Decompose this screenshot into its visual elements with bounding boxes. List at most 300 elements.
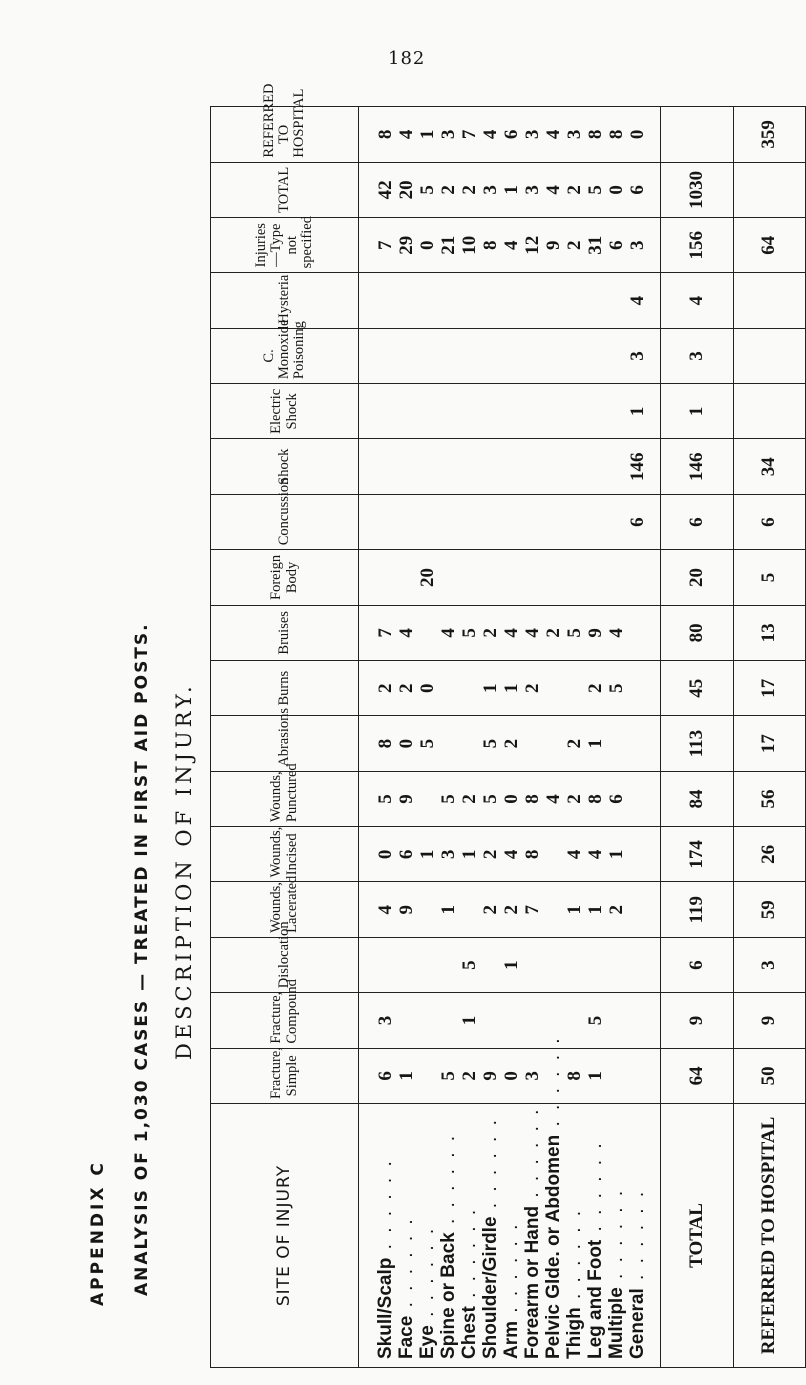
- table-cell: 6: [375, 1071, 396, 1081]
- table-cell: 3: [480, 185, 501, 195]
- table-cell: 5: [375, 794, 396, 804]
- table-cell: [585, 442, 606, 492]
- total-cell: 9: [661, 993, 733, 1048]
- column-header-wounds-incised: Wounds, Incised: [211, 827, 359, 882]
- table-cell: 4: [438, 628, 459, 638]
- column-header-foreign-body: Foreign Body: [211, 550, 359, 605]
- table-cell: [522, 718, 543, 768]
- table-cell: [627, 663, 648, 713]
- table-cell: 4: [543, 794, 564, 804]
- referred-cell: 9: [733, 993, 806, 1048]
- table-cell: [501, 275, 522, 325]
- table-cell: [522, 940, 543, 990]
- table-cell: [543, 386, 564, 436]
- table-cell: [564, 331, 585, 381]
- table-cell: 3: [627, 351, 648, 361]
- table-cell: [627, 718, 648, 768]
- table-cell: 4: [501, 240, 522, 250]
- column-values-compound-fracture: [359, 993, 661, 1048]
- column-header-concussion: Concussion: [211, 494, 359, 549]
- column-values-shock: [359, 439, 661, 494]
- total-cell: 6: [661, 937, 733, 992]
- table-cell: 8: [522, 849, 543, 860]
- column-values-wounds-incised: [359, 827, 661, 882]
- referred-cell: 5: [733, 550, 806, 605]
- table-cell: 8: [585, 129, 606, 140]
- table-cell: [396, 275, 417, 325]
- site-name: Spine or Back: [438, 1232, 459, 1359]
- table-cell: 1: [396, 1071, 417, 1081]
- site-name: Thigh: [564, 1307, 585, 1359]
- referred-cell: 17: [733, 716, 806, 771]
- table-cell: 8: [606, 129, 627, 140]
- table-cell: 5: [480, 794, 501, 804]
- total-cell: 45: [661, 661, 733, 716]
- table-cell: 2: [480, 628, 501, 638]
- referred-cell: 56: [733, 771, 806, 826]
- table-cell: [375, 275, 396, 325]
- column-header-compound-fracture: Fracture, Compound: [211, 993, 359, 1048]
- injury-table-wrapper: [210, 83, 806, 1368]
- table-cell: 4: [606, 628, 627, 638]
- table-cell: 2: [564, 738, 585, 749]
- column-values-total: [359, 162, 661, 217]
- table-cell: [438, 386, 459, 436]
- table-cell: 0: [417, 240, 438, 250]
- table-cell: [606, 995, 627, 1045]
- referred-label: REFERRED TO HOSPITAL: [733, 1104, 806, 1368]
- site-of-injury-header: SITE OF INJURY: [211, 1104, 359, 1368]
- site-label: Shoulder/Girdle . . . . . .: [480, 1117, 501, 1359]
- table-cell: [522, 386, 543, 436]
- table-cell: [459, 331, 480, 381]
- table-cell: [543, 885, 564, 935]
- table-cell: 2: [522, 683, 543, 693]
- table-cell: 3: [522, 1071, 543, 1081]
- table-cell: [438, 275, 459, 325]
- table-cell: 4: [396, 129, 417, 140]
- table-cell: [564, 940, 585, 990]
- table-cell: 2: [375, 683, 396, 693]
- site-name: Pelvic Glde. or Abdomen: [543, 1134, 564, 1359]
- table-cell: [417, 774, 438, 824]
- referred-cell: 13: [733, 605, 806, 660]
- table-cell: [438, 940, 459, 990]
- table-cell: 6: [501, 129, 522, 140]
- table-cell: [501, 995, 522, 1045]
- table-cell: [564, 663, 585, 713]
- page-number: 182: [388, 48, 426, 69]
- table-cell: [480, 552, 501, 602]
- table-cell: 5: [438, 794, 459, 804]
- table-cell: [480, 940, 501, 990]
- table-cell: 0: [417, 683, 438, 693]
- table-cell: [606, 940, 627, 990]
- table-cell: [585, 940, 606, 990]
- table-cell: [501, 386, 522, 436]
- table-cell: 7: [522, 904, 543, 915]
- column-values-co-poisoning: [359, 328, 661, 383]
- site-label: Eye . . . . . .: [417, 1225, 438, 1359]
- table-cell: 4: [375, 904, 396, 915]
- table-cell: [627, 940, 648, 990]
- table-cell: [459, 386, 480, 436]
- table-cell: [627, 829, 648, 879]
- table-cell: 6: [627, 185, 648, 195]
- table-cell: [606, 1051, 627, 1101]
- table-cell: 29: [396, 235, 417, 255]
- table-cell: [480, 442, 501, 492]
- table-cell: [627, 885, 648, 935]
- table-cell: [480, 331, 501, 381]
- table-cell: [522, 331, 543, 381]
- site-label: Arm . . . . . .: [501, 1221, 522, 1359]
- table-cell: 0: [501, 1071, 522, 1081]
- column-values-hysteria: [359, 273, 661, 328]
- column-values-wounds-lacerated: [359, 882, 661, 937]
- table-cell: [459, 552, 480, 602]
- table-cell: 5: [459, 960, 480, 970]
- table-cell: 6: [606, 240, 627, 250]
- column-values-wounds-punctured: [359, 771, 661, 826]
- table-cell: 12: [522, 235, 543, 255]
- table-cell: [459, 663, 480, 713]
- total-cell: 174: [661, 827, 733, 882]
- table-cell: 3: [564, 129, 585, 140]
- column-header-simple-fracture: Fracture, Simple: [211, 1048, 359, 1103]
- site-name: Face: [396, 1315, 417, 1359]
- appendix-tag: APPENDIX C: [88, 1160, 108, 1306]
- table-cell: [543, 331, 564, 381]
- totals-row: [661, 107, 733, 1368]
- table-cell: 3: [522, 129, 543, 140]
- total-cell: 1030: [661, 162, 733, 217]
- site-name: Forearm or Hand: [522, 1205, 543, 1359]
- table-cell: 2: [480, 904, 501, 915]
- total-cell: 119: [661, 882, 733, 937]
- referred-cell: 359: [733, 107, 806, 163]
- table-cell: 42: [375, 180, 396, 200]
- table-cell: [417, 995, 438, 1045]
- table-cell: 1: [627, 406, 648, 417]
- table-cell: [564, 497, 585, 547]
- table-cell: 7: [375, 240, 396, 250]
- referred-cell: [733, 162, 806, 217]
- table-cell: [627, 774, 648, 824]
- table-cell: 2: [501, 738, 522, 749]
- table-cell: [543, 829, 564, 879]
- site-label: Leg and Foot . . . . . .: [585, 1140, 606, 1359]
- referred-cell: 3: [733, 937, 806, 992]
- table-cell: 2: [564, 185, 585, 195]
- table-cell: 1: [501, 683, 522, 693]
- column-values-dislocation: [359, 937, 661, 992]
- table-cell: [543, 718, 564, 768]
- table-cell: 5: [606, 683, 627, 693]
- table-cell: 10: [459, 235, 480, 255]
- table-cell: 146: [627, 452, 648, 481]
- table-cell: [417, 940, 438, 990]
- table-cell: [543, 940, 564, 990]
- table-cell: [522, 995, 543, 1045]
- column-values-referred: [359, 107, 661, 163]
- table-cell: 6: [396, 849, 417, 860]
- total-cell: 64: [661, 1048, 733, 1103]
- site-labels-cell: [359, 1035, 661, 1368]
- totals-label: TOTAL: [661, 1104, 733, 1368]
- table-cell: 5: [564, 628, 585, 638]
- column-header-referred: REFERRED TO HOSPITAL: [211, 107, 359, 163]
- table-cell: 6: [606, 794, 627, 804]
- column-header-abrasions: Abrasions: [211, 716, 359, 771]
- table-cell: 5: [585, 185, 606, 195]
- table-cell: 2: [501, 904, 522, 915]
- referred-row: [733, 107, 806, 1368]
- column-values-foreign-body: [359, 550, 661, 605]
- table-cell: [438, 552, 459, 602]
- table-cell: [480, 995, 501, 1045]
- table-cell: [627, 552, 648, 602]
- column-values-simple-fracture: [359, 1048, 661, 1103]
- table-cell: [396, 331, 417, 381]
- table-cell: 4: [501, 628, 522, 638]
- table-cell: 9: [543, 240, 564, 250]
- injury-table: [210, 83, 806, 1368]
- table-cell: 2: [438, 185, 459, 195]
- table-cell: [417, 442, 438, 492]
- table-cell: 2: [564, 794, 585, 804]
- table-cell: [438, 995, 459, 1045]
- referred-cell: 64: [733, 218, 806, 273]
- table-cell: 4: [480, 129, 501, 140]
- column-header-wounds-punctured: Wounds, Punctured: [211, 771, 359, 826]
- table-cell: [396, 940, 417, 990]
- table-cell: 4: [522, 628, 543, 638]
- table-cell: [480, 275, 501, 325]
- table-cell: [606, 331, 627, 381]
- table-cell: 1: [585, 904, 606, 915]
- referred-cell: [733, 273, 806, 328]
- table-cell: [585, 275, 606, 325]
- table-cell: 5: [585, 1015, 606, 1026]
- table-cell: [396, 442, 417, 492]
- page-heading: ANALYSIS OF 1,030 CASES — TREATED IN FIRST AID POSTS.: [132, 622, 152, 1296]
- site-label: Forearm or Hand . . . . . .: [522, 1106, 543, 1359]
- site-data-row: [359, 107, 661, 1368]
- site-label: Chest . . . . . .: [459, 1206, 480, 1359]
- site-label: Multiple . . . . . .: [606, 1187, 627, 1359]
- table-cell: [396, 386, 417, 436]
- table-cell: 2: [564, 240, 585, 250]
- table-cell: 0: [375, 849, 396, 860]
- total-cell: 84: [661, 771, 733, 826]
- table-cell: 9: [396, 904, 417, 915]
- table-cell: 21: [438, 235, 459, 255]
- table-cell: [438, 663, 459, 713]
- site-label: General . . . . . .: [627, 1188, 648, 1359]
- table-cell: [606, 497, 627, 547]
- table-cell: 0: [627, 129, 648, 140]
- table-cell: 4: [564, 849, 585, 860]
- total-cell: 146: [661, 439, 733, 494]
- table-cell: [501, 552, 522, 602]
- table-cell: [375, 442, 396, 492]
- table-cell: 1: [606, 849, 627, 860]
- table-cell: 3: [438, 849, 459, 860]
- table-cell: [564, 442, 585, 492]
- referred-cell: 34: [733, 439, 806, 494]
- table-cell: 1: [480, 683, 501, 693]
- table-cell: 1: [459, 1015, 480, 1026]
- column-values-concussion: [359, 494, 661, 549]
- table-cell: [627, 608, 648, 658]
- table-cell: [564, 275, 585, 325]
- column-values-injuries-not-specified: [359, 218, 661, 273]
- table-cell: 8: [522, 794, 543, 804]
- referred-cell: [733, 384, 806, 439]
- table-cell: 1: [438, 904, 459, 915]
- table-cell: 2: [585, 683, 606, 693]
- table-cell: 5: [417, 185, 438, 195]
- column-values-abrasions: [359, 716, 661, 771]
- table-cell: [396, 552, 417, 602]
- table-cell: [543, 275, 564, 325]
- table-cell: 9: [585, 628, 606, 638]
- table-cell: [522, 497, 543, 547]
- column-header-co-poisoning: C. Monoxide Poisoning: [211, 328, 359, 383]
- table-cell: [417, 275, 438, 325]
- column-header-total: TOTAL: [211, 162, 359, 217]
- total-cell: 113: [661, 716, 733, 771]
- table-cell: [543, 663, 564, 713]
- table-cell: 1: [417, 849, 438, 860]
- column-header-electric-shock: Electric Shock: [211, 384, 359, 439]
- total-cell: 80: [661, 605, 733, 660]
- page-subheading: DESCRIPTION OF INJURY.: [172, 682, 196, 1060]
- table-cell: 2: [480, 849, 501, 860]
- site-label: Skull/Scalp . . . . . .: [375, 1158, 396, 1359]
- column-header-bruises: Bruises: [211, 605, 359, 660]
- table-cell: 20: [417, 567, 438, 587]
- site-name: Skull/Scalp: [375, 1257, 396, 1359]
- table-cell: [417, 1051, 438, 1101]
- table-cell: 1: [459, 849, 480, 860]
- table-cell: 2: [606, 904, 627, 915]
- table-cell: [417, 386, 438, 436]
- table-cell: 8: [585, 794, 606, 804]
- column-header-burns: Burns: [211, 661, 359, 716]
- table-cell: [459, 718, 480, 768]
- site-label: Pelvic Glde. or Abdomen . . . . . .: [543, 1035, 564, 1359]
- table-cell: 0: [606, 185, 627, 195]
- table-cell: 31: [585, 235, 606, 255]
- table-cell: 20: [396, 180, 417, 200]
- table-cell: [606, 552, 627, 602]
- table-cell: 2: [459, 185, 480, 195]
- referred-cell: 17: [733, 661, 806, 716]
- column-header-wounds-lacerated: Wounds, Lacerated: [211, 882, 359, 937]
- table-cell: 2: [459, 1071, 480, 1081]
- table-cell: 4: [627, 295, 648, 306]
- site-name: Shoulder/Girdle: [480, 1216, 501, 1359]
- table-cell: [522, 442, 543, 492]
- table-cell: [375, 331, 396, 381]
- table-cell: 3: [627, 240, 648, 250]
- table-cell: [522, 552, 543, 602]
- table-cell: 4: [585, 849, 606, 860]
- site-label: Face . . . . . .: [396, 1216, 417, 1359]
- table-cell: 1: [501, 185, 522, 195]
- table-cell: 9: [396, 794, 417, 804]
- table-cell: [396, 497, 417, 547]
- site-name: Multiple: [606, 1287, 627, 1359]
- table-cell: [417, 497, 438, 547]
- table-cell: [564, 552, 585, 602]
- table-cell: [585, 386, 606, 436]
- table-cell: 8: [375, 738, 396, 749]
- site-name: Chest: [459, 1306, 480, 1359]
- site-label: Thigh . . . . . .: [564, 1207, 585, 1359]
- table-cell: [438, 497, 459, 547]
- table-cell: 7: [375, 628, 396, 638]
- table-cell: [375, 940, 396, 990]
- table-cell: [606, 442, 627, 492]
- table-cell: 3: [375, 1015, 396, 1026]
- total-cell: 4: [661, 273, 733, 328]
- table-cell: [501, 442, 522, 492]
- table-cell: [585, 331, 606, 381]
- table-cell: [564, 995, 585, 1045]
- column-values-burns: [359, 661, 661, 716]
- table-cell: [480, 386, 501, 436]
- column-values-bruises: [359, 605, 661, 660]
- table-cell: 8: [480, 240, 501, 250]
- column-header-shock: Shock: [211, 439, 359, 494]
- table-cell: [417, 885, 438, 935]
- column-header-injuries-not-specified: Injuries—Type not specified: [211, 218, 359, 273]
- table-cell: [585, 552, 606, 602]
- table-cell: 2: [396, 683, 417, 693]
- referred-cell: 59: [733, 882, 806, 937]
- total-cell: 20: [661, 550, 733, 605]
- table-cell: [396, 995, 417, 1045]
- total-cell: 3: [661, 328, 733, 383]
- table-cell: [375, 497, 396, 547]
- table-cell: 1: [501, 960, 522, 970]
- table-cell: [417, 608, 438, 658]
- table-cell: [585, 497, 606, 547]
- table-cell: 8: [375, 129, 396, 140]
- column-header-hysteria: Hysteria: [211, 273, 359, 328]
- table-cell: [627, 1051, 648, 1101]
- table-cell: 1: [585, 738, 606, 749]
- table-cell: [606, 275, 627, 325]
- table-cell: [438, 331, 459, 381]
- table-cell: 6: [627, 517, 648, 527]
- site-name: Leg and Foot: [585, 1239, 606, 1359]
- table-cell: 5: [480, 738, 501, 749]
- table-cell: 0: [396, 738, 417, 749]
- site-name: Arm: [501, 1320, 522, 1359]
- referred-cell: [733, 328, 806, 383]
- table-cell: 5: [459, 628, 480, 638]
- table-cell: [459, 497, 480, 547]
- table-cell: 1: [417, 129, 438, 140]
- total-cell: 6: [661, 494, 733, 549]
- table-cell: 0: [501, 794, 522, 804]
- table-cell: 3: [438, 129, 459, 140]
- table-cell: 8: [564, 1071, 585, 1081]
